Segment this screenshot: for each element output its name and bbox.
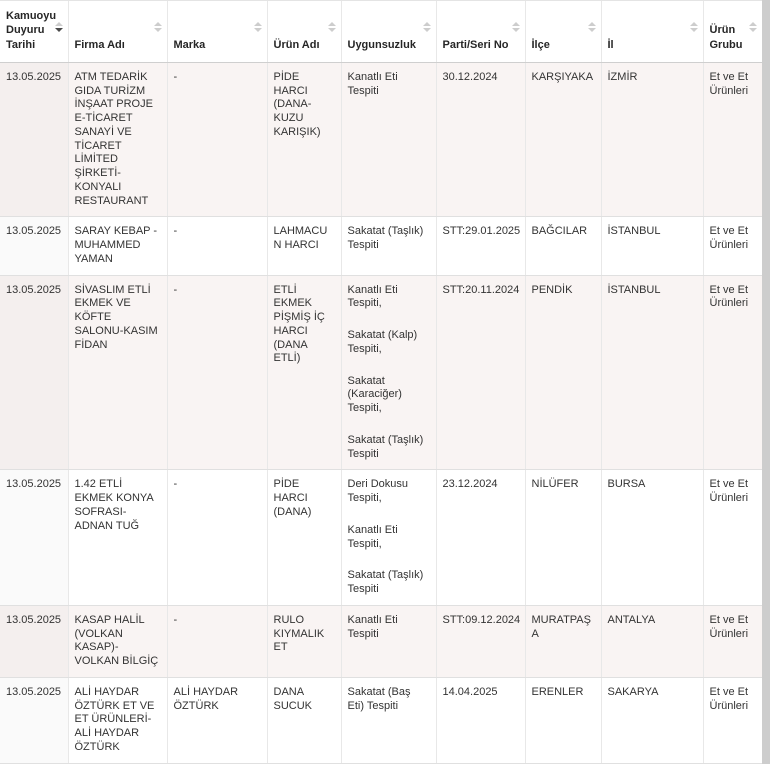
sort-asc-arrow-icon — [749, 22, 757, 26]
sort-icon — [328, 22, 337, 32]
sort-asc-arrow-icon — [423, 22, 431, 26]
cell-kamuoyu-duyuru-tarihi: 13.05.2025 — [0, 275, 68, 470]
cell-parti-seri-no: STT:29.01.2025 — [436, 217, 525, 275]
cell-urun-adi: LAHMACUN HARCI — [267, 217, 341, 275]
violation-item: Kanatlı Eti Tespiti, — [347, 283, 398, 310]
violation-item: Sakatat (Taşlık) Tespiti — [347, 433, 424, 460]
column-header-label: Ürün Grubu — [709, 24, 743, 51]
sort-desc-arrow-icon — [154, 28, 162, 32]
cell-parti-seri-no: 23.12.2024 — [436, 470, 525, 606]
cell-urun-adi: PİDE HARCI (DANA) — [267, 470, 341, 606]
cell-urun-grubu: Et ve Et Ürünleri — [703, 217, 762, 275]
sort-desc-arrow-icon — [254, 28, 262, 32]
column-header-label: Marka — [173, 38, 206, 51]
cell-urun-adi: PİDE HARCI (DANA-KUZU KARIŞIK) — [267, 62, 341, 217]
cell-kamuoyu-duyuru-tarihi: 13.05.2025 — [0, 470, 68, 606]
cell-urun-grubu: Et ve Et Ürünleri — [703, 470, 762, 606]
cell-urun-grubu: Et ve Et Ürünleri — [703, 605, 762, 677]
sort-desc-arrow-icon — [588, 28, 596, 32]
table-header-row — [0, 1, 762, 63]
cell-urun-adi: DANA SUCUK — [267, 677, 341, 763]
column-header-parti-seri-no[interactable] — [436, 1, 525, 63]
cell-urun-grubu: Et ve Et Ürünleri — [703, 62, 762, 217]
column-header-uygunsuzluk[interactable] — [341, 1, 436, 63]
cell-ilce: MURATPAŞA — [525, 605, 601, 677]
sort-asc-arrow-icon — [328, 22, 336, 26]
sort-desc-arrow-icon — [55, 28, 63, 32]
cell-firma-adi: SARAY KEBAP - MUHAMMED YAMAN — [68, 217, 167, 275]
sort-icon — [423, 22, 432, 32]
cell-uygunsuzluk — [341, 677, 436, 763]
sort-icon — [254, 22, 263, 32]
cell-il: ANTALYA — [601, 605, 703, 677]
cell-parti-seri-no: 14.04.2025 — [436, 677, 525, 763]
cell-urun-adi: RULO KIYMALIK ET — [267, 605, 341, 677]
cell-marka: - — [167, 275, 267, 470]
sort-icon — [154, 22, 163, 32]
column-header-il[interactable] — [601, 1, 703, 63]
table-row — [0, 275, 762, 470]
cell-firma-adi: SİVASLIM ETLİ EKMEK VE KÖFTE SALONU-KASIM FİDAN — [68, 275, 167, 470]
column-header-label: Firma Adı — [74, 38, 125, 51]
cell-il: İSTANBUL — [601, 275, 703, 470]
violation-item: Kanatlı Eti Tespiti — [347, 613, 398, 640]
violation-item: Sakatat (Karaciğer) Tespiti, — [347, 374, 402, 415]
cell-marka: ALİ HAYDAR ÖZTÜRK — [167, 677, 267, 763]
sort-desc-arrow-icon — [690, 28, 698, 32]
column-header-urun-grubu[interactable] — [703, 1, 762, 63]
cell-il: İZMİR — [601, 62, 703, 217]
cell-firma-adi: ALİ HAYDAR ÖZTÜRK ET VE ET ÜRÜNLERİ-ALİ HAYDAR ÖZTÜRK — [68, 677, 167, 763]
cell-parti-seri-no: STT:09.12.2024 — [436, 605, 525, 677]
column-header-kamuoyu-duyuru-tarihi[interactable] — [0, 1, 68, 63]
sort-desc-arrow-icon — [512, 28, 520, 32]
cell-il: İSTANBUL — [601, 217, 703, 275]
sort-asc-arrow-icon — [254, 22, 262, 26]
column-header-label: İl — [607, 38, 614, 51]
violation-item: Kanatlı Eti Tespiti — [347, 70, 398, 97]
cell-firma-adi: 1.42 ETLİ EKMEK KONYA SOFRASI-ADNAN TUĞ — [68, 470, 167, 606]
column-header-label: Ürün Adı — [273, 38, 320, 51]
sort-asc-arrow-icon — [588, 22, 596, 26]
sort-asc-arrow-icon — [690, 22, 698, 26]
cell-ilce: BAĞCILAR — [525, 217, 601, 275]
column-header-ilce[interactable] — [525, 1, 601, 63]
sort-icon — [512, 22, 521, 32]
cell-uygunsuzluk — [341, 217, 436, 275]
column-header-label: Uygunsuzluk — [347, 38, 416, 51]
cell-ilce: PENDİK — [525, 275, 601, 470]
cell-uygunsuzluk — [341, 62, 436, 217]
sort-desc-arrow-icon — [423, 28, 431, 32]
sort-icon — [690, 22, 699, 32]
cell-marka: - — [167, 217, 267, 275]
column-header-firma-adi[interactable] — [68, 1, 167, 63]
column-header-label: İlçe — [531, 38, 550, 51]
cell-uygunsuzluk — [341, 470, 436, 606]
table-header — [0, 1, 762, 63]
cell-urun-grubu: Et ve Et Ürünleri — [703, 275, 762, 470]
table-row — [0, 605, 762, 677]
cell-firma-adi: ATM TEDARİK GIDA TURİZM İNŞAAT PROJE E-TİCARET SANAYİ VE TİCARET LİMİTED ŞİRKETİ-KONYALI RESTAURANT — [68, 62, 167, 217]
cell-ilce: ERENLER — [525, 677, 601, 763]
violation-item: Kanatlı Eti Tespiti, — [347, 523, 398, 550]
violation-item: Sakatat (Taşlık) Tespiti — [347, 569, 424, 596]
sort-asc-arrow-icon — [154, 22, 162, 26]
cell-kamuoyu-duyuru-tarihi: 13.05.2025 — [0, 677, 68, 763]
column-header-marka[interactable] — [167, 1, 267, 63]
cell-urun-adi: ETLİ EKMEK PİŞMİŞ İÇ HARCI (DANA ETLİ) — [267, 275, 341, 470]
cell-uygunsuzluk — [341, 275, 436, 470]
column-header-urun-adi[interactable] — [267, 1, 341, 63]
cell-kamuoyu-duyuru-tarihi: 13.05.2025 — [0, 62, 68, 217]
cell-urun-grubu: Et ve Et Ürünleri — [703, 677, 762, 763]
cell-uygunsuzluk — [341, 605, 436, 677]
violation-item: Sakatat (Taşlık) Tespiti — [347, 225, 424, 252]
cell-parti-seri-no: STT:20.11.2024 — [436, 275, 525, 470]
cell-kamuoyu-duyuru-tarihi: 13.05.2025 — [0, 217, 68, 275]
sort-icon — [749, 22, 758, 32]
table-row — [0, 677, 762, 763]
cell-ilce: KARŞIYAKA — [525, 62, 601, 217]
violation-item: Sakatat (Baş Eti) Tespiti — [347, 685, 411, 712]
violation-item: Deri Dokusu Tespiti, — [347, 478, 409, 505]
cell-il: BURSA — [601, 470, 703, 606]
column-header-label: Parti/Seri No — [442, 38, 509, 51]
sort-desc-arrow-icon — [749, 28, 757, 32]
sort-icon — [588, 22, 597, 32]
sort-asc-arrow-icon — [512, 22, 520, 26]
table-row — [0, 217, 762, 275]
sort-asc-arrow-icon — [55, 22, 63, 26]
cell-marka: - — [167, 62, 267, 217]
cell-marka: - — [167, 605, 267, 677]
sort-icon — [55, 22, 64, 32]
cell-ilce: NİLÜFER — [525, 470, 601, 606]
violation-item: Sakatat (Kalp) Tespiti, — [347, 329, 418, 355]
column-header-label: Kamuoyu Duyuru Tarihi — [6, 10, 57, 51]
cell-firma-adi: KASAP HALİL (VOLKAN KASAP)-VOLKAN BİLGİÇ — [68, 605, 167, 677]
cell-kamuoyu-duyuru-tarihi: 13.05.2025 — [0, 605, 68, 677]
sort-desc-arrow-icon — [328, 28, 336, 32]
cell-marka: - — [167, 470, 267, 606]
cell-parti-seri-no: 30.12.2024 — [436, 62, 525, 217]
table-row — [0, 62, 762, 217]
cell-il: SAKARYA — [601, 677, 703, 763]
table-body — [0, 62, 762, 763]
table-row — [0, 470, 762, 606]
